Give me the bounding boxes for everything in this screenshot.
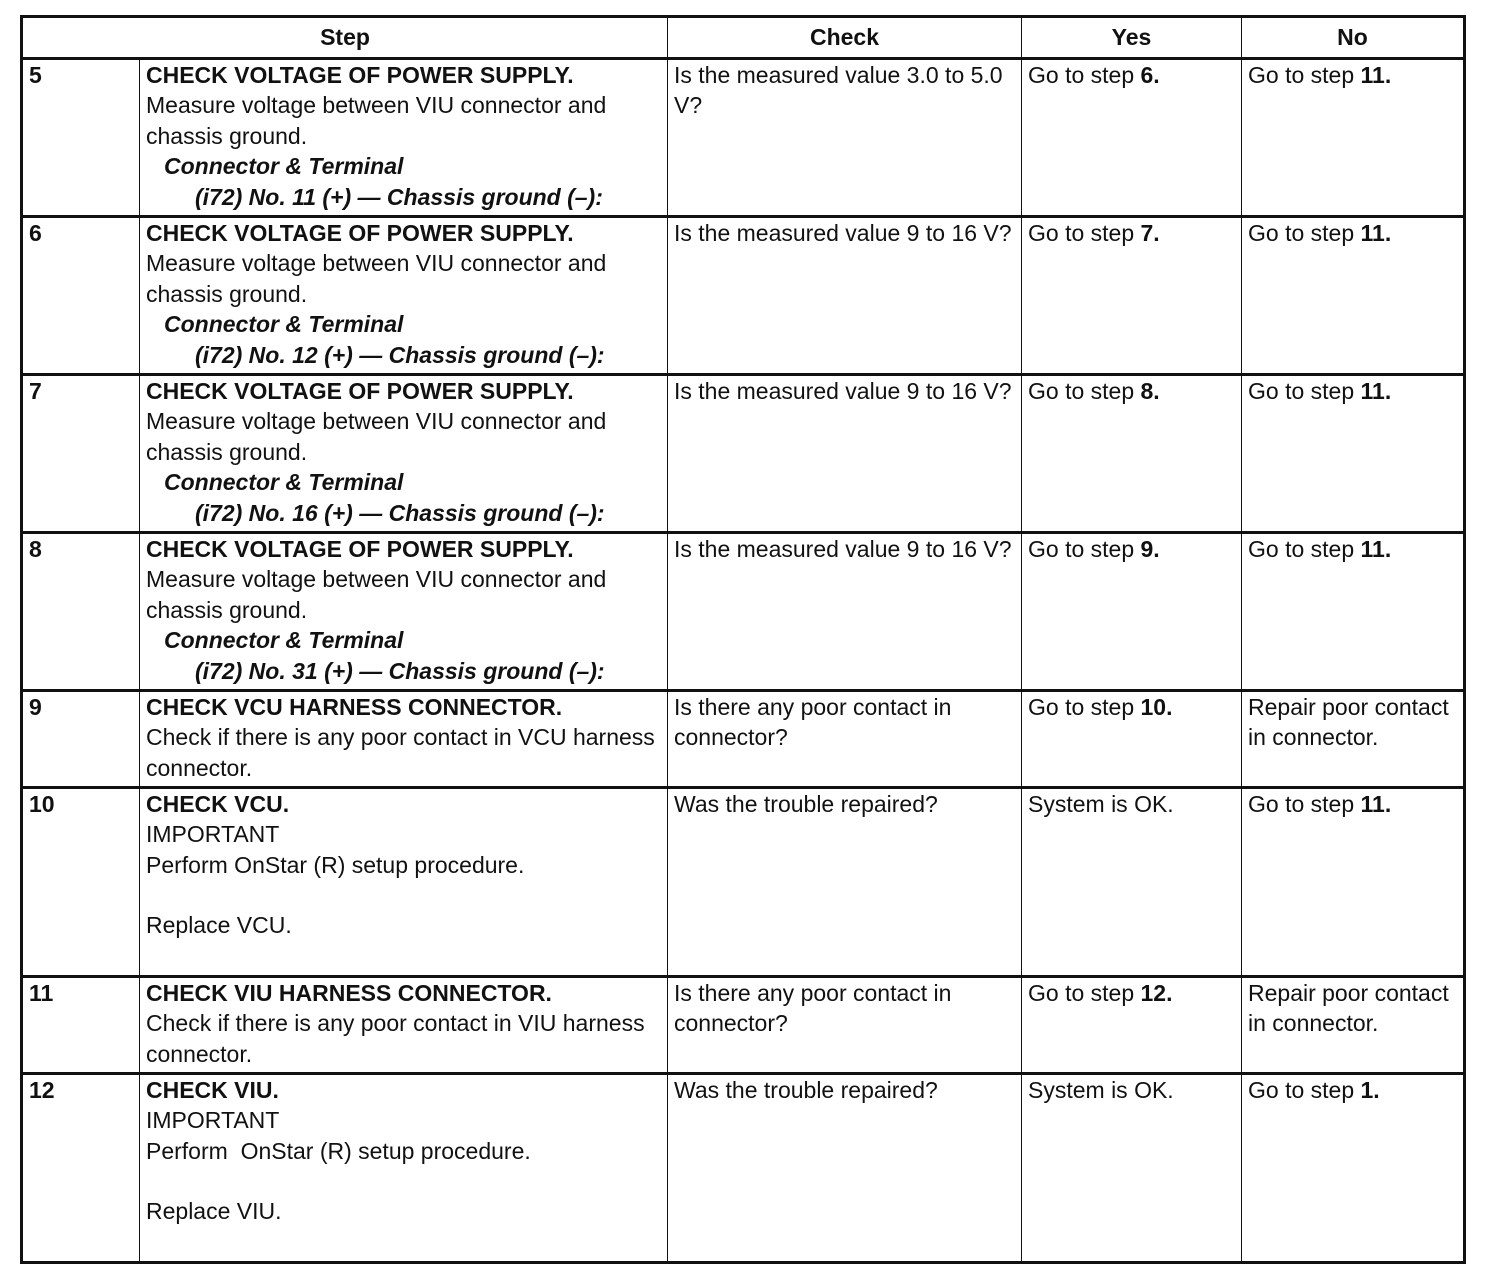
table-row xyxy=(22,691,1465,788)
no-text: Go to step xyxy=(1248,791,1361,817)
yes-text: Go to step xyxy=(1028,980,1141,1006)
header-check: Check xyxy=(668,17,1022,59)
step-description: Measure voltage between VIU connector and chassis ground. xyxy=(146,566,607,623)
yes-cell xyxy=(1022,375,1242,533)
step-number: 6 xyxy=(22,217,140,375)
yes-text: Go to step xyxy=(1028,220,1141,246)
check-cell: Is the measured value 3.0 to 5.0 V? xyxy=(668,59,1022,217)
yes-cell xyxy=(1022,59,1242,217)
terminal-spec: (i72) No. 11 (+) — Chassis ground (–): xyxy=(195,183,603,210)
no-cell xyxy=(1242,788,1465,977)
yes-text: Go to step xyxy=(1028,536,1141,562)
step-cell xyxy=(140,788,668,977)
yes-cell: System is OK. xyxy=(1022,1074,1242,1263)
important-label: IMPORTANT xyxy=(146,821,280,848)
step-description: Measure voltage between VIU connector and chassis ground. xyxy=(146,92,607,149)
yes-text: Go to step xyxy=(1028,694,1141,720)
table-row xyxy=(22,217,1465,375)
terminal-spec: (i72) No. 16 (+) — Chassis ground (–): xyxy=(195,499,605,526)
yes-step-ref: 8. xyxy=(1140,378,1160,404)
no-cell xyxy=(1242,217,1465,375)
no-text: Go to step xyxy=(1248,378,1361,404)
yes-step-ref: 6. xyxy=(1140,62,1160,88)
no-step-ref: 11. xyxy=(1360,220,1392,246)
yes-step-ref: 9. xyxy=(1140,536,1160,562)
table-row xyxy=(22,1074,1465,1263)
header-yes: Yes xyxy=(1022,17,1242,59)
step-title: CHECK VOLTAGE OF POWER SUPPLY. xyxy=(146,220,574,246)
step-cell xyxy=(140,1074,668,1263)
header-step: Step xyxy=(22,17,668,59)
yes-text: Go to step xyxy=(1028,378,1141,404)
step-number: 7 xyxy=(22,375,140,533)
no-step-ref: 11. xyxy=(1360,536,1392,562)
step-number: 12 xyxy=(22,1074,140,1263)
table-row xyxy=(22,788,1465,977)
yes-cell xyxy=(1022,691,1242,788)
no-cell: Repair poor contact in connector. xyxy=(1242,691,1465,788)
yes-cell: System is OK. xyxy=(1022,788,1242,977)
step-cell xyxy=(140,977,668,1074)
table-row xyxy=(22,533,1465,691)
step-action: Replace VCU. xyxy=(146,912,292,939)
terminal-spec: (i72) No. 12 (+) — Chassis ground (–): xyxy=(195,341,605,368)
connector-terminal-label: Connector & Terminal xyxy=(164,153,404,180)
connector-terminal-label: Connector & Terminal xyxy=(164,469,404,496)
diagnostic-table xyxy=(20,15,1466,1264)
important-label: IMPORTANT xyxy=(146,1107,280,1134)
yes-cell xyxy=(1022,977,1242,1074)
no-step-ref: 11. xyxy=(1360,791,1392,817)
step-number: 8 xyxy=(22,533,140,691)
header-row xyxy=(22,17,1465,59)
step-title: CHECK VOLTAGE OF POWER SUPPLY. xyxy=(146,378,574,404)
step-number: 9 xyxy=(22,691,140,788)
no-cell xyxy=(1242,59,1465,217)
important-note: Perform OnStar (R) setup procedure. xyxy=(146,1137,531,1164)
no-text: Go to step xyxy=(1248,1077,1361,1103)
no-step-ref: 11. xyxy=(1360,378,1392,404)
important-note: Perform OnStar (R) setup procedure. xyxy=(146,851,525,878)
step-cell xyxy=(140,533,668,691)
step-title: CHECK VOLTAGE OF POWER SUPPLY. xyxy=(146,536,574,562)
check-cell: Is there any poor contact in connector? xyxy=(668,977,1022,1074)
step-cell xyxy=(140,217,668,375)
no-cell xyxy=(1242,1074,1465,1263)
yes-cell xyxy=(1022,217,1242,375)
no-step-ref: 1. xyxy=(1360,1077,1380,1103)
step-action: Replace VIU. xyxy=(146,1198,282,1225)
step-description: Check if there is any poor contact in VCU harness connector. xyxy=(146,724,655,781)
step-number: 10 xyxy=(22,788,140,977)
header-no: No xyxy=(1242,17,1465,59)
table-row xyxy=(22,59,1465,217)
no-cell: Repair poor contact in connector. xyxy=(1242,977,1465,1074)
check-cell: Is the measured value 9 to 16 V? xyxy=(668,533,1022,691)
no-step-ref: 11. xyxy=(1360,62,1392,88)
no-text: Go to step xyxy=(1248,220,1361,246)
step-title: CHECK VCU. xyxy=(146,791,290,817)
step-number: 11 xyxy=(22,977,140,1074)
no-cell xyxy=(1242,375,1465,533)
step-title: CHECK VIU. xyxy=(146,1077,279,1103)
check-cell: Is the measured value 9 to 16 V? xyxy=(668,217,1022,375)
step-description: Measure voltage between VIU connector and chassis ground. xyxy=(146,408,607,465)
step-title: CHECK VOLTAGE OF POWER SUPPLY. xyxy=(146,62,574,88)
spacer xyxy=(146,1166,661,1196)
table-row xyxy=(22,977,1465,1074)
no-text: Go to step xyxy=(1248,62,1361,88)
check-cell: Is the measured value 9 to 16 V? xyxy=(668,375,1022,533)
connector-terminal-label: Connector & Terminal xyxy=(164,311,404,338)
yes-step-ref: 10. xyxy=(1140,694,1173,720)
no-text: Go to step xyxy=(1248,536,1361,562)
table-row xyxy=(22,375,1465,533)
connector-terminal-label: Connector & Terminal xyxy=(164,627,404,654)
check-cell: Is there any poor contact in connector? xyxy=(668,691,1022,788)
check-cell: Was the trouble repaired? xyxy=(668,1074,1022,1263)
step-cell xyxy=(140,691,668,788)
no-cell xyxy=(1242,533,1465,691)
step-description: Check if there is any poor contact in VIU harness connector. xyxy=(146,1010,645,1067)
step-cell xyxy=(140,375,668,533)
step-title: CHECK VCU HARNESS CONNECTOR. xyxy=(146,694,563,720)
yes-text: Go to step xyxy=(1028,62,1141,88)
step-number: 5 xyxy=(22,59,140,217)
step-cell xyxy=(140,59,668,217)
terminal-spec: (i72) No. 31 (+) — Chassis ground (–): xyxy=(195,657,605,684)
check-cell: Was the trouble repaired? xyxy=(668,788,1022,977)
yes-step-ref: 12. xyxy=(1140,980,1173,1006)
spacer xyxy=(146,880,661,910)
step-description: Measure voltage between VIU connector and chassis ground. xyxy=(146,250,607,307)
step-title: CHECK VIU HARNESS CONNECTOR. xyxy=(146,980,552,1006)
yes-step-ref: 7. xyxy=(1140,220,1160,246)
yes-cell xyxy=(1022,533,1242,691)
